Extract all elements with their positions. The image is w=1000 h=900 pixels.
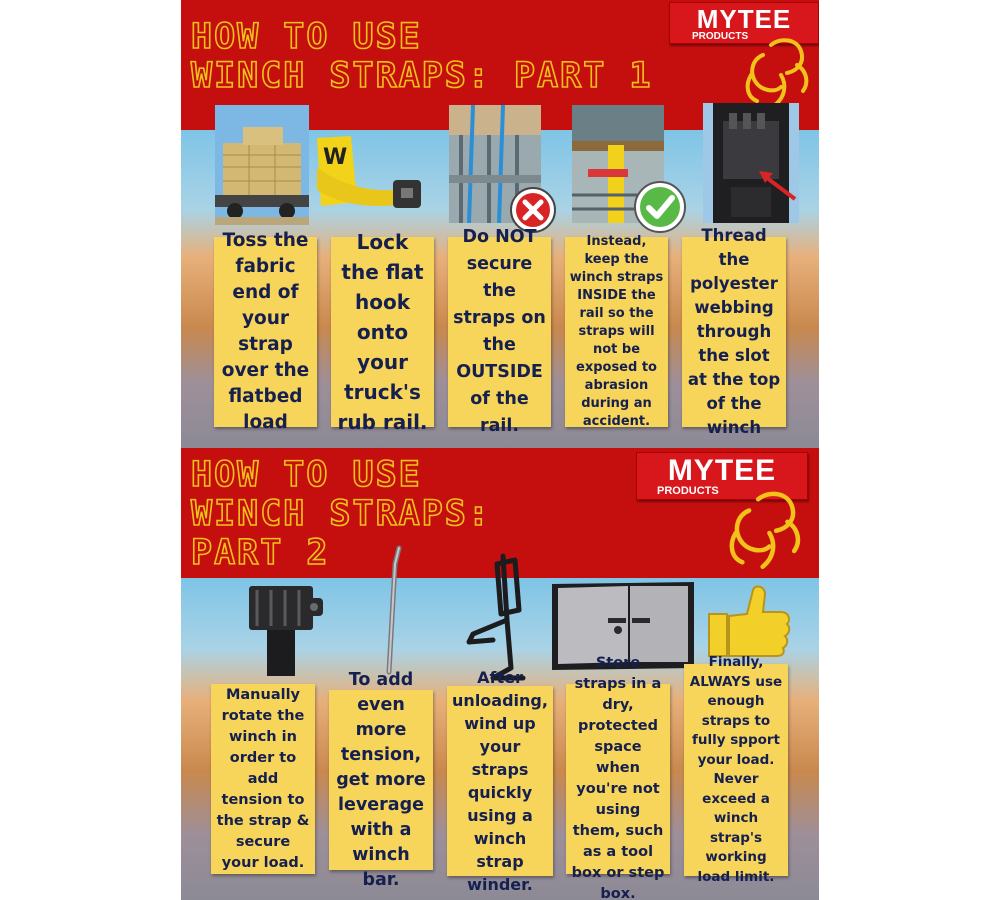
- part1-step1-card: [214, 230, 317, 433]
- part1-step5-card: [682, 226, 786, 437]
- part1-step2-text: Lock the flat hook onto your truck's rub rail.: [337, 230, 428, 434]
- infographic-poster: [181, 0, 819, 900]
- logo-brand-2: MYTEE: [667, 454, 777, 487]
- part1-step4-card: [565, 234, 668, 429]
- part1-step4-text: Instead, keep the winch straps INSIDE the rail so the straps will not be exposed to abrasion during an accident.: [569, 234, 664, 429]
- part2-step1-card: [211, 684, 315, 874]
- part1-step2-card: [331, 230, 434, 434]
- part2-step2-card: [329, 669, 433, 890]
- svg-text:W: W: [323, 145, 348, 170]
- thumbs-up-icon: [707, 584, 791, 658]
- hay-bale-photo: [215, 105, 309, 225]
- part1-step5-text: Thread the polyester webbing through the slot at the top of the winch: [687, 226, 781, 437]
- part2-step3-text: After unloading, wind up your straps quickly using a winch strap winder.: [452, 668, 548, 894]
- part2-step4-card: [566, 655, 670, 900]
- logo-brand: MYTEE: [696, 4, 792, 34]
- part2-step5-card: [684, 654, 788, 885]
- winch-icon: [241, 576, 325, 676]
- check-mark-icon: [633, 180, 687, 234]
- part1-title: HOW TO USE WINCH STRAPS: PART 1: [191, 17, 653, 96]
- part2-step2-text: To add even more tension, get more leverage with a winch bar.: [336, 669, 426, 890]
- part2-step3-card: [447, 668, 553, 894]
- mascot-icon-2: [721, 488, 811, 578]
- part1-step3-text: Do NOT secure the straps on the OUTSIDE of the rail.: [453, 227, 546, 436]
- part2-step1-text: Manually rotate the winch in order to add tension to the strap & secure your load.: [216, 686, 310, 871]
- part1-step1-text: Toss the fabric end of your strap over the flatbed load: [221, 230, 310, 433]
- winch-slot-photo: [703, 103, 799, 223]
- winch-bar-icon: [377, 544, 407, 676]
- strap-winder-icon: [453, 550, 549, 684]
- part1-step3-card: [448, 227, 551, 436]
- logo-sub: PRODUCTS: [692, 31, 749, 42]
- part2-step4-text: Store straps in a dry, protected space when you're not using them, such as a tool box or step box.: [571, 655, 665, 900]
- logo-sub-2: PRODUCTS: [657, 485, 719, 497]
- flat-hook-photo: [317, 128, 423, 224]
- part2-title: HOW TO USE WINCH STRAPS: PART 2: [191, 455, 491, 573]
- part2-step5-text: Finally, ALWAYS use enough straps to fully spport your load. Never exceed a winch strap's working load limit.: [689, 654, 783, 885]
